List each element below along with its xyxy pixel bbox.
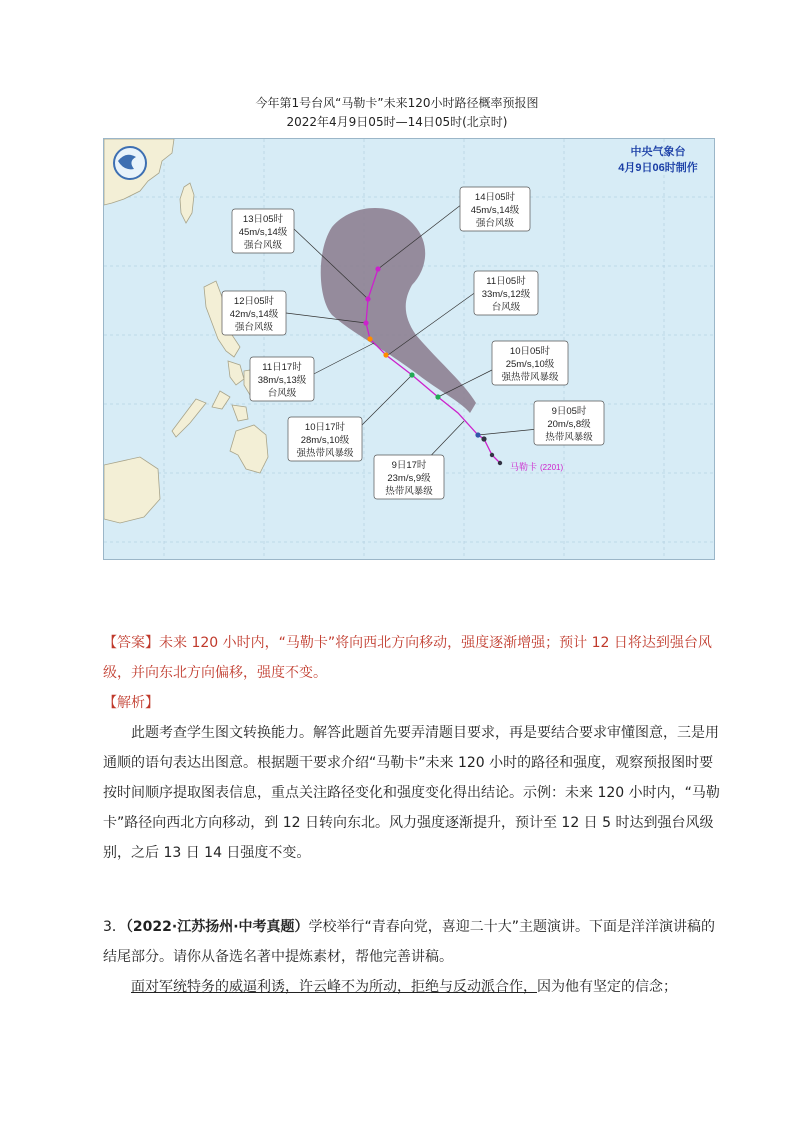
callout-box — [288, 417, 362, 461]
map-title: 今年第1号台风“马勒卡”未来120小时路径概率预报图 — [255, 96, 539, 110]
callout-time: 10日17时 — [304, 422, 346, 433]
callout-time: 9日05时 — [551, 406, 587, 417]
callout-level: 强热带风暴级 — [296, 448, 354, 459]
callout-level: 强台风级 — [234, 322, 274, 333]
storm-name: 马勒卡 — [510, 462, 538, 472]
track-point — [367, 336, 372, 341]
callout-box — [534, 401, 604, 445]
callout-time: 13日05时 — [242, 214, 284, 225]
callout-speed: 23m/s,9级 — [387, 473, 431, 484]
callout-speed: 20m/s,8级 — [547, 419, 591, 430]
callout-level: 台风级 — [267, 388, 297, 399]
callout-level: 强台风级 — [243, 240, 283, 251]
typhoon-forecast-map — [103, 138, 715, 560]
answer-block — [103, 628, 723, 688]
track-point — [383, 352, 388, 357]
track-point — [490, 453, 494, 457]
callout-time: 12日05时 — [233, 296, 275, 307]
callout-box — [232, 209, 294, 253]
callout-level: 台风级 — [491, 302, 521, 313]
track-point — [481, 436, 486, 441]
track-point — [365, 296, 370, 301]
callout-time: 9日17时 — [391, 460, 427, 471]
callout-box — [474, 271, 538, 315]
callout-level: 热带风暴级 — [545, 432, 593, 443]
callout-speed: 38m/s,13级 — [257, 375, 307, 386]
question-number: 3． — [103, 919, 126, 935]
callout-time: 14日05时 — [474, 192, 516, 203]
speech-excerpt — [103, 972, 723, 1002]
analysis-heading — [103, 688, 723, 718]
track-point — [475, 432, 480, 437]
callout-box — [492, 341, 568, 385]
track-point — [435, 394, 440, 399]
callout-level: 强热带风暴级 — [501, 372, 559, 383]
callout-speed: 45m/s,14级 — [470, 205, 520, 216]
track-point — [363, 320, 368, 325]
callout-speed: 25m/s,10级 — [505, 359, 555, 370]
track-point — [498, 461, 502, 465]
storm-name-label — [510, 461, 563, 472]
callout-speed: 45m/s,14级 — [238, 227, 288, 238]
callout-speed: 42m/s,14级 — [229, 309, 279, 320]
callout-box — [374, 455, 444, 499]
track-point — [375, 266, 380, 271]
callout-speed: 28m/s,10级 — [300, 435, 350, 446]
agency-name: 中央气象台 — [630, 146, 686, 158]
analysis-text: 此题考查学生图文转换能力。解答此题首先要弄清题目要求，再是要结合要求审懂图意，三是用通顺的语句表达出图意。根据题干要求介绍“马勒卡”未来 120 小时的路径和强度，观察预报图时要按时间顺序提取图表信息，重点关注路径变化和强度变化得出结论。示例：未来 120 小时内，“马勒卡”路径向西北方向移动，到 12 日转向东北。风力强度逐渐提升，预计至 12 日 5 时达到强台风级别，之后 13 日 14 日强度不变。 — [103, 725, 720, 861]
analysis-tag: 【解析】 — [103, 695, 159, 711]
callout-level: 热带风暴级 — [385, 486, 433, 497]
answer-text: 未来 120 小时内，“马勒卡”将向西北方向移动，强度逐渐增强；预计 12 日将达到强台风级，并向东北方向偏移，强度不变。 — [103, 635, 712, 681]
made-time: 4月9日06时制作 — [618, 162, 698, 174]
callout-box — [222, 291, 286, 335]
track-point — [409, 372, 414, 377]
map-subtitle: 2022年4月9日05时—14日05时(北京时) — [286, 115, 508, 129]
storm-code: (2201) — [540, 463, 564, 472]
answer-tag: 【答案】 — [103, 635, 159, 651]
callout-level: 强台风级 — [475, 218, 515, 229]
question-text: 学校举行“青春向党，喜迎二十大”主题演讲。下面是洋洋演讲稿的结尾部分。请你从备选名著中提炼素材，帮他完善讲稿。 — [103, 919, 716, 965]
underlined-sentence: 面对军统特务的威逼利诱，许云峰不为所动，拒绝与反动派合作， — [131, 979, 537, 995]
question-3 — [103, 912, 723, 972]
callout-box — [460, 187, 530, 231]
callout-time: 11日17时 — [262, 362, 302, 373]
sentence-rest: 因为他有坚定的信念； — [537, 979, 677, 995]
cma-logo — [114, 147, 146, 179]
callout-time: 10日05时 — [509, 346, 551, 357]
callout-box — [250, 357, 314, 401]
question-source: （2022·江苏扬州·中考真题） — [125, 919, 309, 935]
callout-speed: 33m/s,12级 — [481, 289, 531, 300]
callout-time: 11日05时 — [486, 276, 526, 287]
map-canvas — [104, 139, 714, 559]
